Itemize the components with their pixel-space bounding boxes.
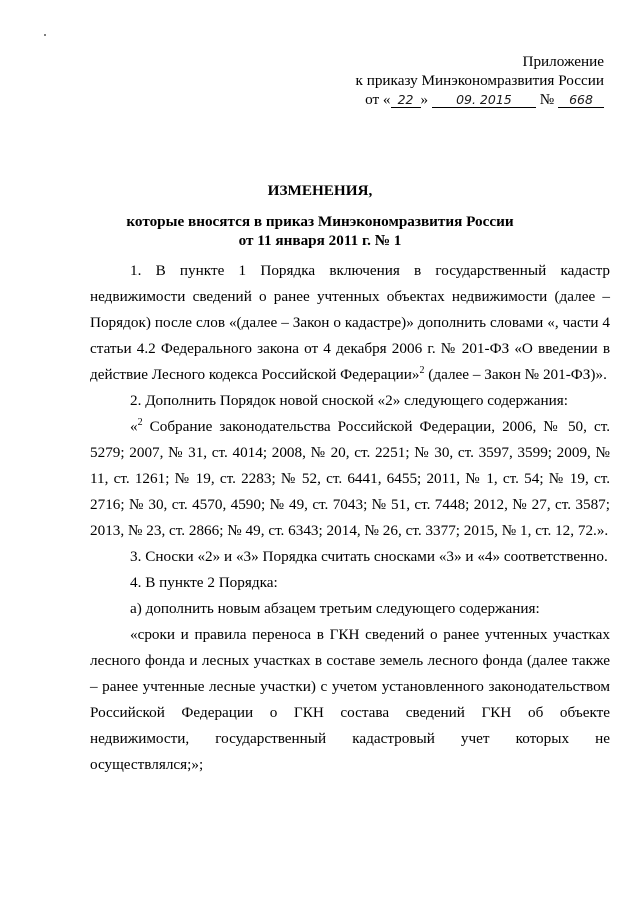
scan-speck <box>44 34 46 36</box>
document-body <box>90 258 610 778</box>
paragraph-2: 2. Дополнить Порядок новой сноской «2» следующего содержания: <box>130 392 568 409</box>
date-mid: » <box>420 91 429 108</box>
document-title <box>90 181 550 250</box>
paragraph-4a: а) дополнить новым абзацем третьим следующего содержания: <box>130 600 540 617</box>
footnote-citation: Собрание законодательства Российской Федерации, 2006, № 50, ст. 5279; 2007, № 31, ст. 4014; 2008, № 20, ст. 2251; № 30, ст. 3597, 3599; 2009, № 11, ст. 1261; № 19, ст. 2283; № 52, ст. 6441, 6455; 2011, № 1, ст. 54; № 19, ст. 2716; № 30, ст. 4570, 4590; № 49, ст. 7043; № 51, ст. 7448; 2012, № 27, ст. 3587; 2013, № 23, ст. 2866; № 49, ст. 6343; 2014, № 26, ст. 3377; 2015, № 1, ст. 12, 72.». <box>90 418 610 539</box>
paragraph-1-text: 1. В пункте 1 Порядка включения в государственный кадастр недвижимости сведений о ранее учтенных объектах недвижимости (далее – Порядок) после слов «(далее – Закон о кадастре)» дополнить словами «, части 4 статьи 4.2 Федерального закона от 4 декабря 2006 г. № 201-ФЗ «О введении в действие Лесного кодекса Российской Федерации» <box>90 262 610 383</box>
title-subtitle: которые вносятся в приказ Минэкономразвития России <box>126 213 514 230</box>
paragraph-3: 3. Сноски «2» и «3» Порядка считать сносками «3» и «4» соответственно. <box>130 548 608 565</box>
handwritten-day: 22 <box>391 92 421 108</box>
appendix-date-line <box>332 90 604 109</box>
paragraph-1 <box>90 258 610 388</box>
paragraph-footnote-text <box>90 414 610 544</box>
date-prefix: от « <box>365 91 391 108</box>
paragraph-1-tail: (далее – Закон № 201-ФЗ)». <box>424 366 607 383</box>
handwritten-number: 668 <box>558 92 604 108</box>
footnote-open-quote: « <box>130 418 138 435</box>
handwritten-month-year: 09. 2015 <box>432 92 536 108</box>
number-prefix: № <box>539 91 555 108</box>
appendix-order-ref: к приказу Минэкономразвития России <box>355 72 604 89</box>
paragraph-4: 4. В пункте 2 Порядка: <box>130 574 278 591</box>
appendix-header <box>332 52 604 109</box>
footnote-number: 2 <box>137 416 143 428</box>
title-order-date: от 11 января 2011 г. № 1 <box>238 232 402 249</box>
title-main: ИЗМЕНЕНИЯ, <box>267 182 373 199</box>
paragraph-quoted-text: «сроки и правила переноса в ГКН сведений о ранее учтенных участках лесного фонда и лесных участках в составе земель лесного фонда (далее также – ранее учтенные лесные участки) с учетом установленного законодательством Российской Федерации о ГКН состава сведений ГКН об объекте недвижимости, государственный кадастровый учет которых не осуществлялся;»; <box>90 626 610 773</box>
appendix-title: Приложение <box>522 53 604 70</box>
footnote-ref-2: 2 <box>419 364 425 376</box>
